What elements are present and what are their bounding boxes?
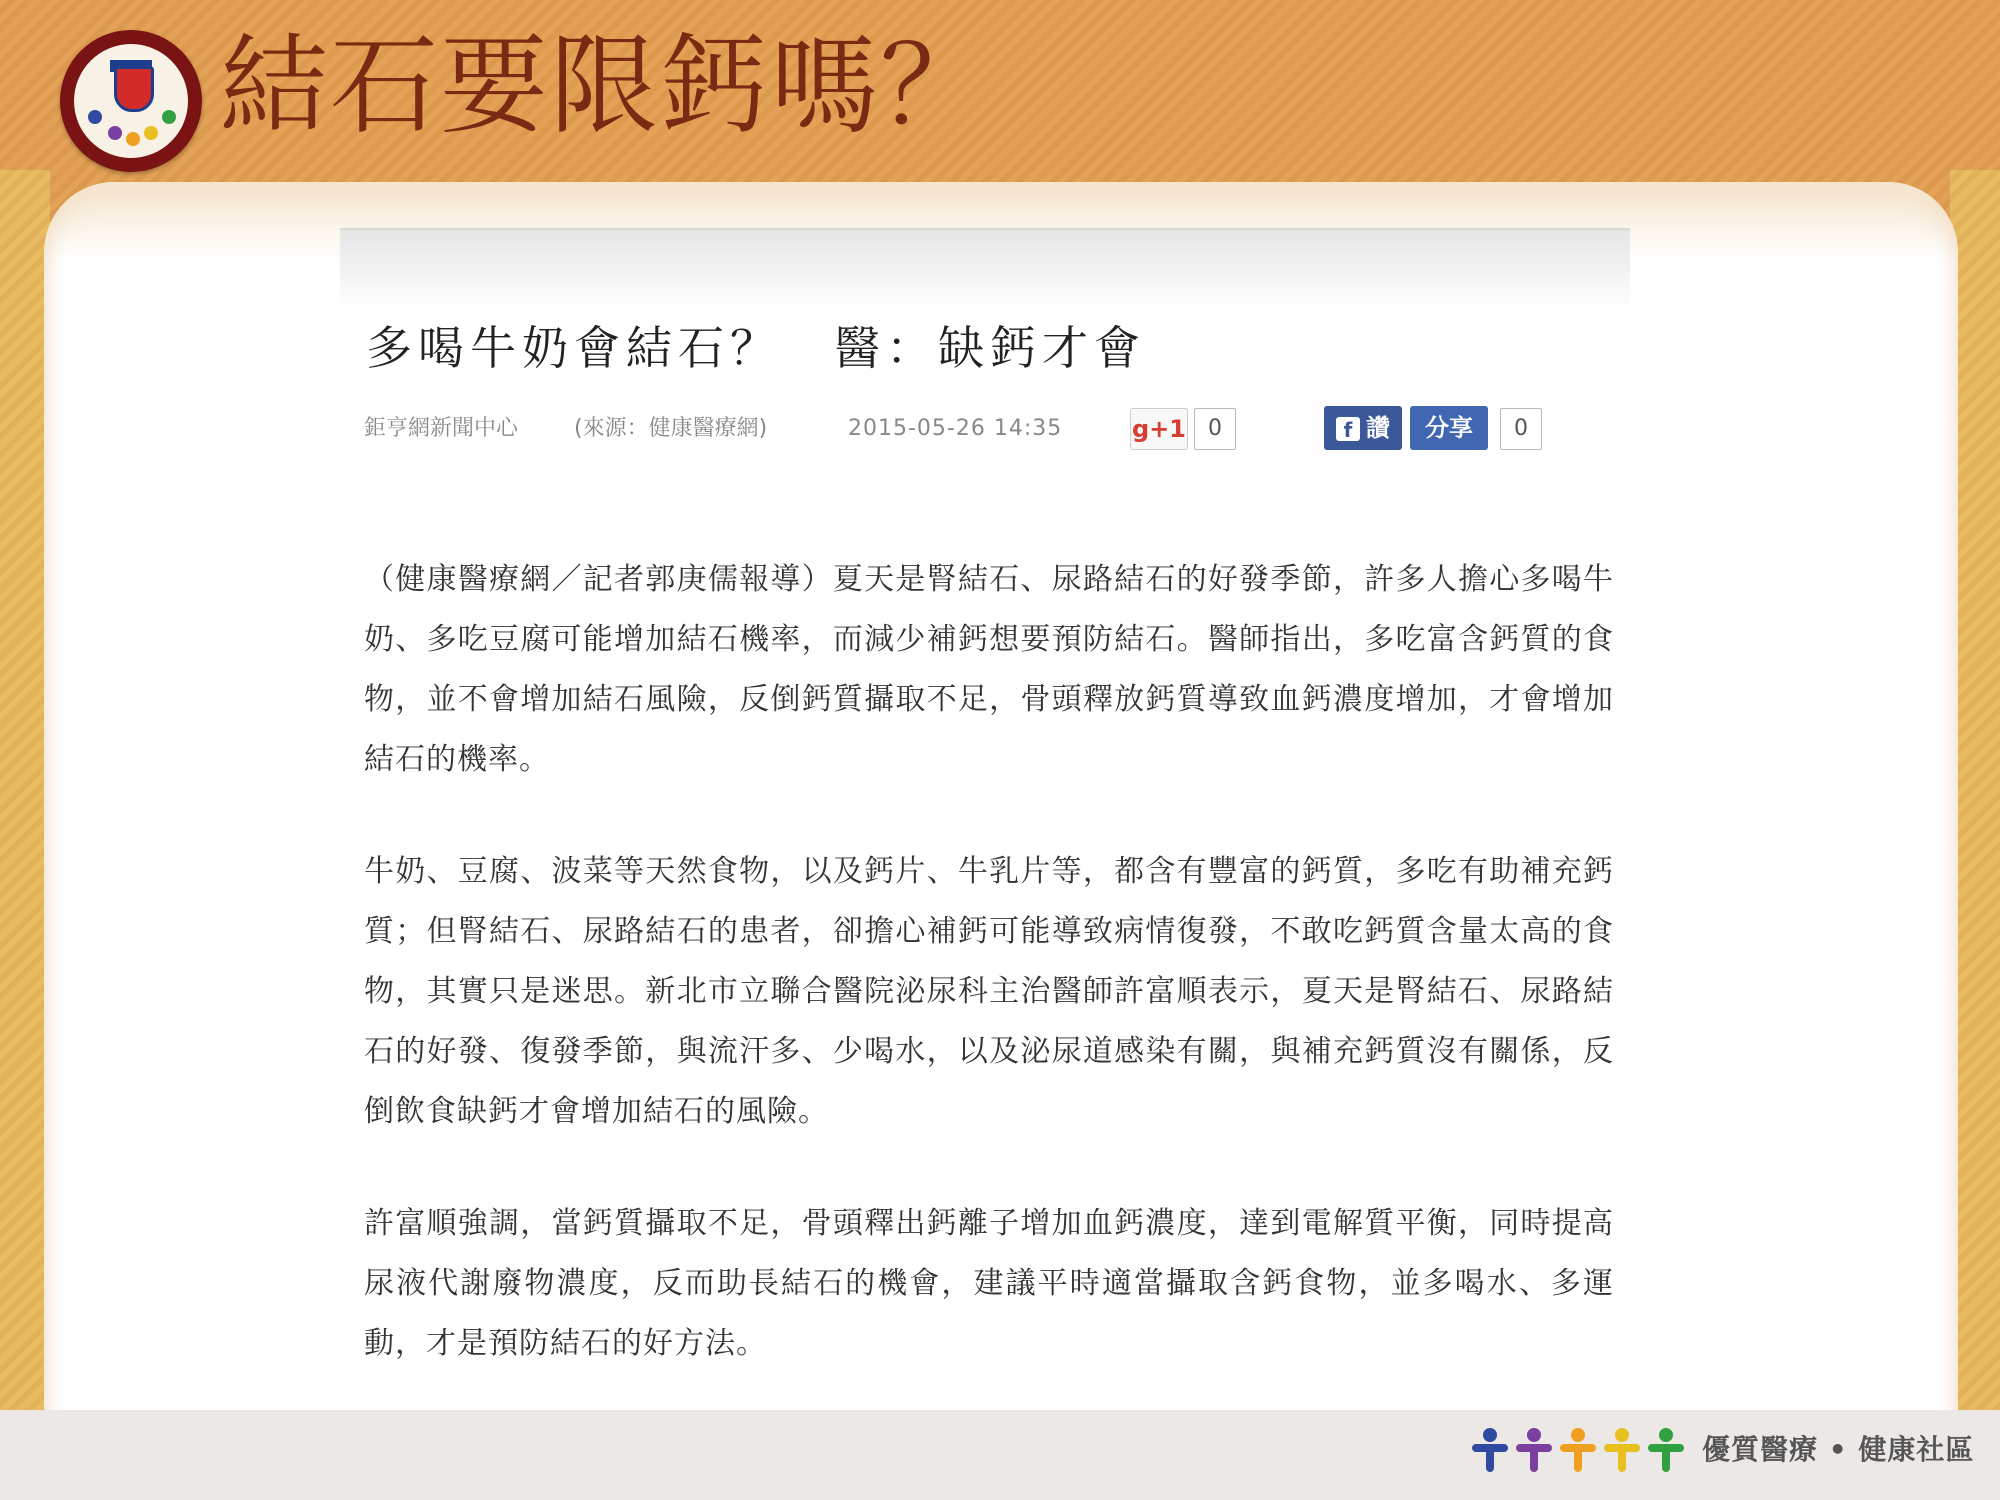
article-headline: 多喝牛奶會結石？ 醫：缺鈣才會 (366, 321, 1146, 375)
person-figure-icon (1648, 1428, 1684, 1472)
gplus-button[interactable]: g+1 (1130, 408, 1188, 450)
facebook-icon: f (1336, 417, 1360, 441)
footer-slogan: 優質醫療 • 健康社區 (1702, 1433, 1975, 1466)
logo-figure-icon (126, 132, 140, 146)
left-stripe-decoration (0, 170, 50, 1410)
share-count: 0 (1500, 408, 1542, 450)
person-figure-icon (1560, 1428, 1596, 1472)
news-article-screenshot (340, 228, 1630, 1408)
logo-figure-icon (162, 110, 176, 124)
like-label: 讚 (1366, 414, 1390, 442)
facebook-like-button[interactable] (1324, 406, 1402, 450)
article-paragraph: （健康醫療網／記者郭庚儒報導）夏天是腎結石、尿路結石的好發季節，許多人擔心多喝牛奶、多吃豆腐可能增加結石機率，而減少補鈣想要預防結石。醫師指出，多吃富含鈣質的食物，並不會增加結石風險，反倒鈣質攝取不足，骨頭釋放鈣質導致血鈣濃度增加，才會增加結石的機率。 (364, 562, 1614, 777)
source-site: 鉅亨網新聞中心 (364, 416, 519, 441)
logo-figure-icon (108, 126, 122, 140)
person-figure-icon (1604, 1428, 1640, 1472)
logo-figure-icon (144, 126, 158, 140)
source-note: (來源：健康醫療網) (574, 416, 768, 441)
gplus-count: 0 (1194, 408, 1236, 450)
publish-datetime: 2015-05-26 14:35 (848, 416, 1063, 441)
article-paragraph: 許富順強調，當鈣質攝取不足，骨頭釋出鈣離子增加血鈣濃度，達到電解質平衡，同時提高尿液代謝廢物濃度，反而助長結石的機會，建議平時適當攝取含鈣食物，並多喝水、多運動，才是預防結石的好方法。 (364, 1206, 1614, 1361)
article-paragraph: 牛奶、豆腐、波菜等天然食物，以及鈣片、牛乳片等，都含有豐富的鈣質，多吃有助補充鈣質；但腎結石、尿路結石的患者，卻擔心補鈣可能導致病情復發，不敢吃鈣質含量太高的食物，其實只是迷思。新北市立聯合醫院泌尿科主治醫師許富順表示，夏天是腎結石、尿路結石的好發、復發季節，與流汗多、少喝水，以及泌尿道感染有關，與補充鈣質沒有關係，反倒飲食缺鈣才會增加結石的風險。 (364, 854, 1614, 1129)
logo-shield-icon (114, 66, 154, 112)
facebook-share-button[interactable]: 分享 (1410, 406, 1488, 450)
hospital-logo (60, 30, 202, 172)
footer-logo (1472, 1420, 1975, 1480)
article-top-bar (340, 228, 1630, 310)
person-figure-icon (1472, 1428, 1508, 1472)
slide-header (0, 0, 2000, 180)
person-figure-icon (1516, 1428, 1552, 1472)
slide-title: 結石要限鈣嗎？ (220, 24, 991, 149)
logo-figure-icon (88, 110, 102, 124)
